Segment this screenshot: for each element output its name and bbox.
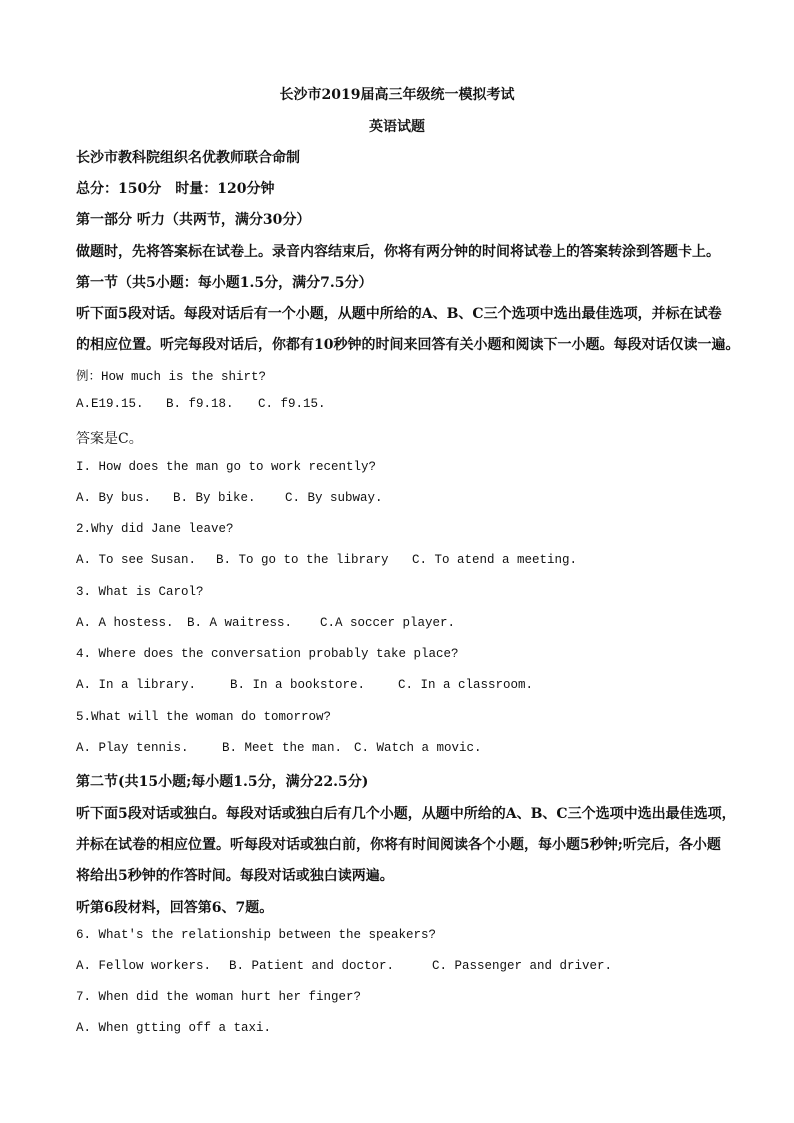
score-time-line: 总分：150分 时量：120分钟 <box>76 181 275 197</box>
q4-option-c: C. In a classroom. <box>398 678 534 692</box>
section1-instruction-line1: 听下面5段对话。每段对话后有一个小题，从题中所给的A、B、C三个选项中选出最佳选项，并标在试卷 <box>76 306 722 322</box>
question-3-options <box>76 616 455 630</box>
part1-heading: 第一部分 听力（共两节，满分30分） <box>76 212 311 228</box>
question-4-options <box>76 678 533 692</box>
question-1-options <box>76 491 383 505</box>
question-1: I. How does the man go to work recently? <box>76 460 377 474</box>
question-6: 6. What's the relationship between the speakers? <box>76 928 437 942</box>
q6-option-a: A. Fellow workers. <box>76 959 212 973</box>
q3-option-a: A. A hostess. <box>76 616 174 630</box>
q3-option-b: B. A waitress. <box>187 616 293 630</box>
q1-option-b: B. By bike. <box>173 491 256 505</box>
question-2-options <box>76 553 577 567</box>
q5-option-c: C. Watch a movic. <box>354 741 482 755</box>
example-option-c: C. f9.15. <box>258 397 326 411</box>
section2-instruction-line1: 听下面5段对话或独白。每段对话或独白后有几个小题，从题中所给的A、B、C三个选项中选出最佳选项， <box>76 806 736 822</box>
exam-subtitle: 英语试题 <box>369 119 425 135</box>
q4-option-b: B. In a bookstore. <box>230 678 366 692</box>
example-option-b: B. f9.18. <box>166 397 234 411</box>
question-6-options <box>76 959 612 973</box>
exam-title: 长沙市2019届高三年级统一模拟考试 <box>279 87 515 103</box>
section2-heading: 第二节(共15小题;每小题1.5分，满分22.5分) <box>76 774 369 790</box>
q2-option-c: C. To atend a meeting. <box>412 553 578 567</box>
part1-instruction: 做题时，先将答案标在试卷上。录音内容结束后，你将有两分钟的时间将试卷上的答案转涂到答题卡上。 <box>76 244 720 260</box>
q5-option-a: A. Play tennis. <box>76 741 189 755</box>
section2-instruction-line2: 并标在试卷的相应位置。听每段对话或独白前，你将有时间阅读各个小题，每小题5秒钟;听完后，各小题 <box>76 837 721 853</box>
q7-option-a: A. When gtting off a taxi. <box>76 1021 272 1035</box>
section2-instruction-line3: 将给出5秒钟的作答时间。每段对话或独白读两遍。 <box>76 868 394 884</box>
q4-option-a: A. In a library. <box>76 678 197 692</box>
question-3: 3. What is Carol? <box>76 585 204 599</box>
q5-option-b: B. Meet the man. <box>222 741 343 755</box>
q2-option-a: A. To see Susan. <box>76 553 197 567</box>
section1-heading: 第一节（共5小题：每小题1.5分，满分7.5分） <box>76 275 373 291</box>
q2-option-b: B. To go to the library <box>216 553 389 567</box>
section1-instruction-line2: 的相应位置。听完每段对话后，你都有10秒钟的时间来回答有关小题和阅读下一小题。每段对话仅读一遍。 <box>76 337 740 353</box>
q6-option-b: B. Patient and doctor. <box>229 959 395 973</box>
example-question: 例：How much is the shirt? <box>76 370 267 384</box>
q6-option-c: C. Passenger and driver. <box>432 959 613 973</box>
material-6-heading: 听第6段材料，回答第6、7题。 <box>76 900 274 916</box>
question-7-options <box>76 1021 271 1035</box>
question-2: 2.Why did Jane leave? <box>76 522 234 536</box>
question-4: 4. Where does the conversation probably take place? <box>76 647 459 661</box>
question-5-options <box>76 741 482 755</box>
q3-option-c: C.A soccer player. <box>320 616 456 630</box>
q1-option-c: C. By subway. <box>285 491 383 505</box>
example-option-a: A.E19.15. <box>76 397 144 411</box>
example-options <box>76 397 326 411</box>
author-line: 长沙市教科院组织名优教师联合命制 <box>76 150 300 166</box>
question-7: 7. When did the woman hurt her finger? <box>76 990 362 1004</box>
example-answer: 答案是C。 <box>76 431 143 447</box>
question-5: 5.What will the woman do tomorrow? <box>76 710 332 724</box>
q1-option-a: A. By bus. <box>76 491 152 505</box>
